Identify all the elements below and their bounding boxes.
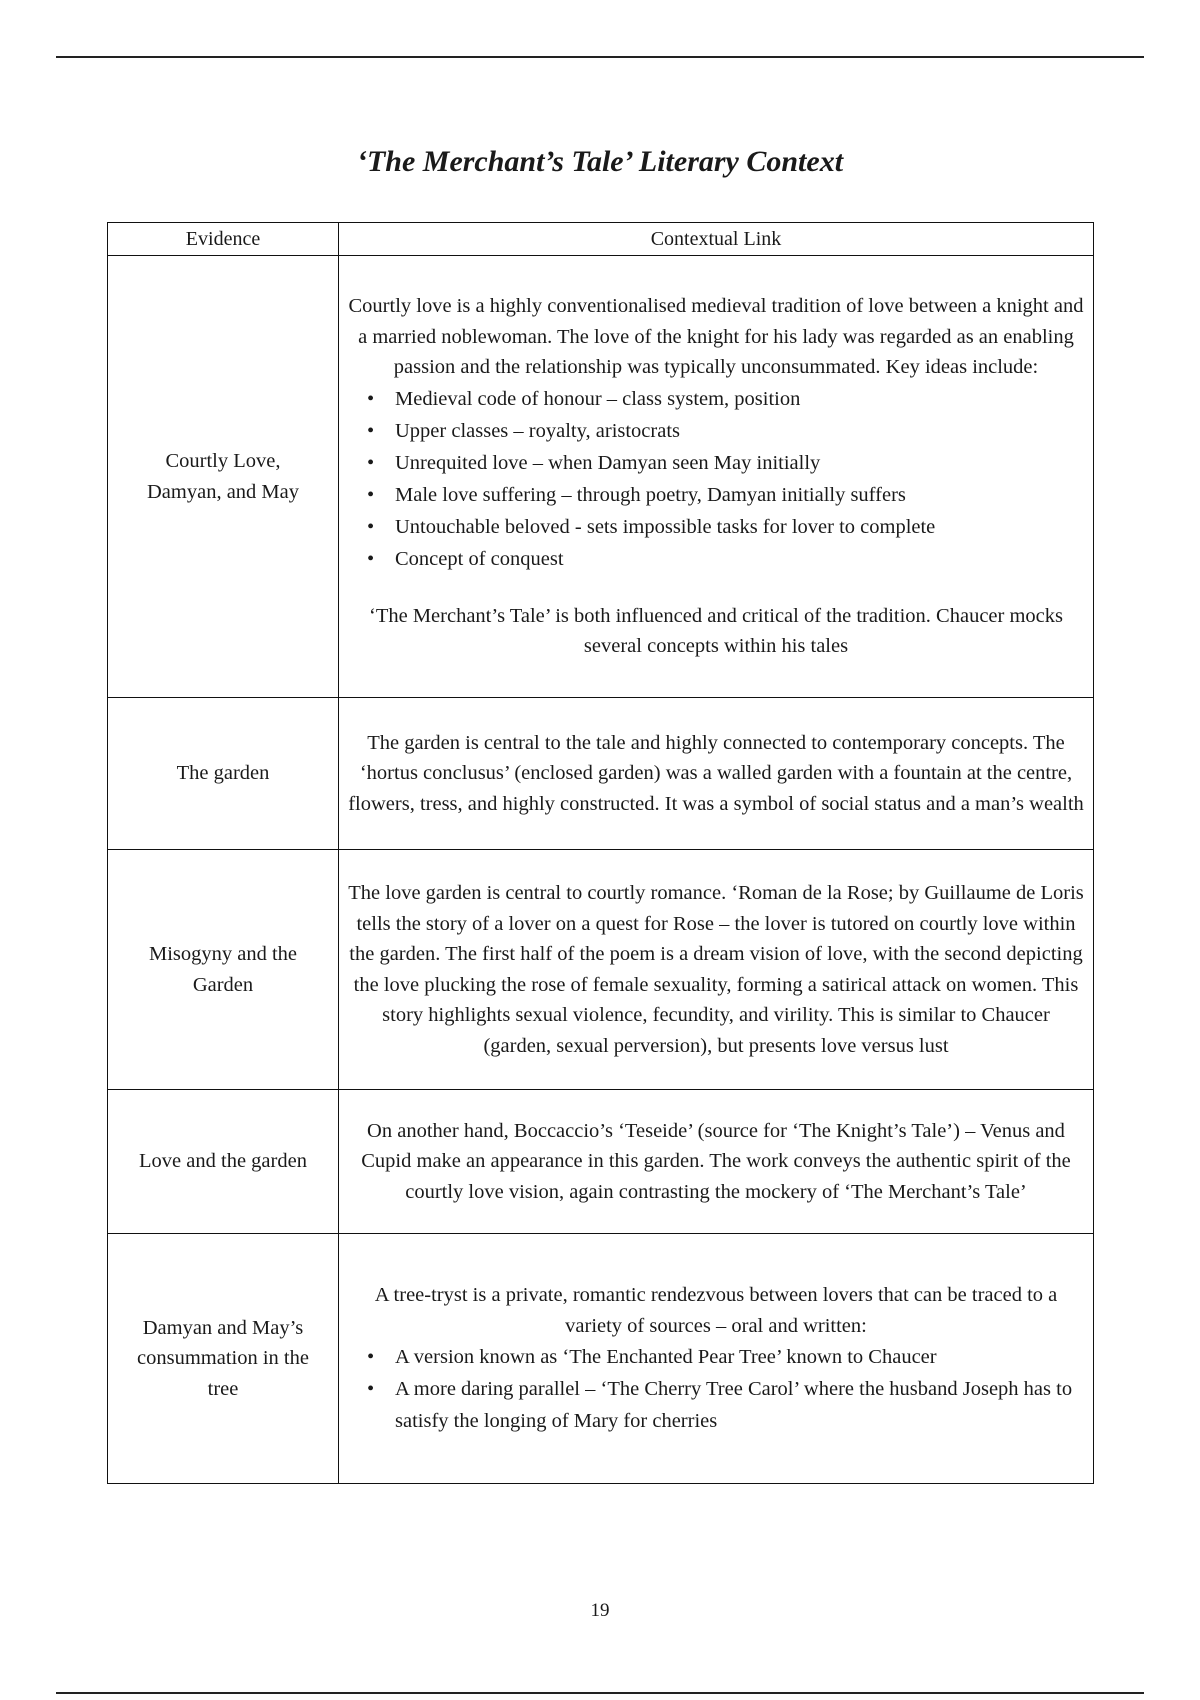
evidence-text: Courtly Love, Damyan, and May xyxy=(147,450,299,503)
list-item: • Concept of conquest xyxy=(347,543,1085,575)
evidence-text: Damyan and May’s consummation in the tree xyxy=(137,1316,309,1400)
cell-paragraph: The love garden is central to courtly romance. ‘Roman de la Rose; by Guillaume de Loris tells the story of a lover on a quest for Rose – the lover is tutored on courtly love within the garden. The first half of the poem is a dream vision of love, with the second depicting the love plucking the rose of female sexuality, forming a satirical attack on women. This story highlights sexual violence, fecundity, and virility. This is similar to Chaucer (garden, sexual perversion), but presents love versus lust xyxy=(348,882,1084,1057)
bullet-list xyxy=(347,383,1085,575)
cell-paragraph: Courtly love is a highly conventionalised medieval tradition of love between a knight and a married noblewoman. The love of the knight for his lady was regarded as an enabling passion and the relationship was typically unconsummated. Key ideas include: xyxy=(348,295,1084,379)
top-rule xyxy=(56,56,1144,58)
evidence-text: The garden xyxy=(176,762,270,785)
table-row xyxy=(108,850,1094,1090)
evidence-cell xyxy=(108,850,339,1090)
header-evidence: Evidence xyxy=(108,223,339,256)
contextual-link-cell xyxy=(339,698,1094,850)
header-contextual-link: Contextual Link xyxy=(339,223,1094,256)
cell-paragraph: ‘The Merchant’s Tale’ is both influenced and critical of the tradition. Chaucer mocks several concepts within his tales xyxy=(369,604,1063,658)
bullet-list xyxy=(347,1341,1085,1437)
table-row xyxy=(108,1234,1094,1484)
context-table xyxy=(107,222,1094,1484)
table-row xyxy=(108,698,1094,850)
evidence-cell xyxy=(108,1234,339,1484)
evidence-cell xyxy=(108,1090,339,1234)
table-row xyxy=(108,1090,1094,1234)
contextual-link-cell xyxy=(339,256,1094,698)
evidence-text: Misogyny and the Garden xyxy=(148,943,298,996)
list-item: • A version known as ‘The Enchanted Pear Tree’ known to Chaucer xyxy=(347,1341,1085,1373)
evidence-cell xyxy=(108,256,339,698)
cell-paragraph: The garden is central to the tale and highly connected to contemporary concepts. The ‘hortus conclusus’ (enclosed garden) was a walled garden with a fountain at the centre, flowers, tress, and highly constructed. It was a symbol of social status and a man’s wealth xyxy=(348,731,1084,815)
page-title: ‘The Merchant’s Tale’ Literary Context xyxy=(356,145,844,178)
evidence-text: Love and the garden xyxy=(139,1150,307,1173)
page-number: 19 xyxy=(590,1600,610,1621)
bottom-rule xyxy=(56,1692,1144,1694)
contextual-link-cell xyxy=(339,1090,1094,1234)
evidence-cell xyxy=(108,698,339,850)
contextual-link-cell xyxy=(339,1234,1094,1484)
cell-paragraph: A tree-tryst is a private, romantic rendezvous between lovers that can be traced to a variety of sources – oral and written: xyxy=(374,1284,1058,1337)
list-item: • A more daring parallel – ‘The Cherry Tree Carol’ where the husband Joseph has to satisfy the longing of Mary for cherries xyxy=(347,1373,1085,1437)
list-item: • Upper classes – royalty, aristocrats xyxy=(347,415,1085,447)
list-item: • Male love suffering – through poetry, Damyan initially suffers xyxy=(347,479,1085,511)
contextual-link-cell xyxy=(339,850,1094,1090)
table-header-row xyxy=(108,223,1094,256)
list-item: • Unrequited love – when Damyan seen May initially xyxy=(347,447,1085,479)
list-item: • Untouchable beloved - sets impossible tasks for lover to complete xyxy=(347,511,1085,543)
cell-paragraph: On another hand, Boccaccio’s ‘Teseide’ (source for ‘The Knight’s Tale’) – Venus and Cupid make an appearance in this garden. The work conveys the authentic spirit of the courtly love vision, again contrasting the mockery of ‘The Merchant’s Tale’ xyxy=(361,1119,1071,1203)
table-row xyxy=(108,256,1094,698)
list-item: • Medieval code of honour – class system, position xyxy=(347,383,1085,415)
